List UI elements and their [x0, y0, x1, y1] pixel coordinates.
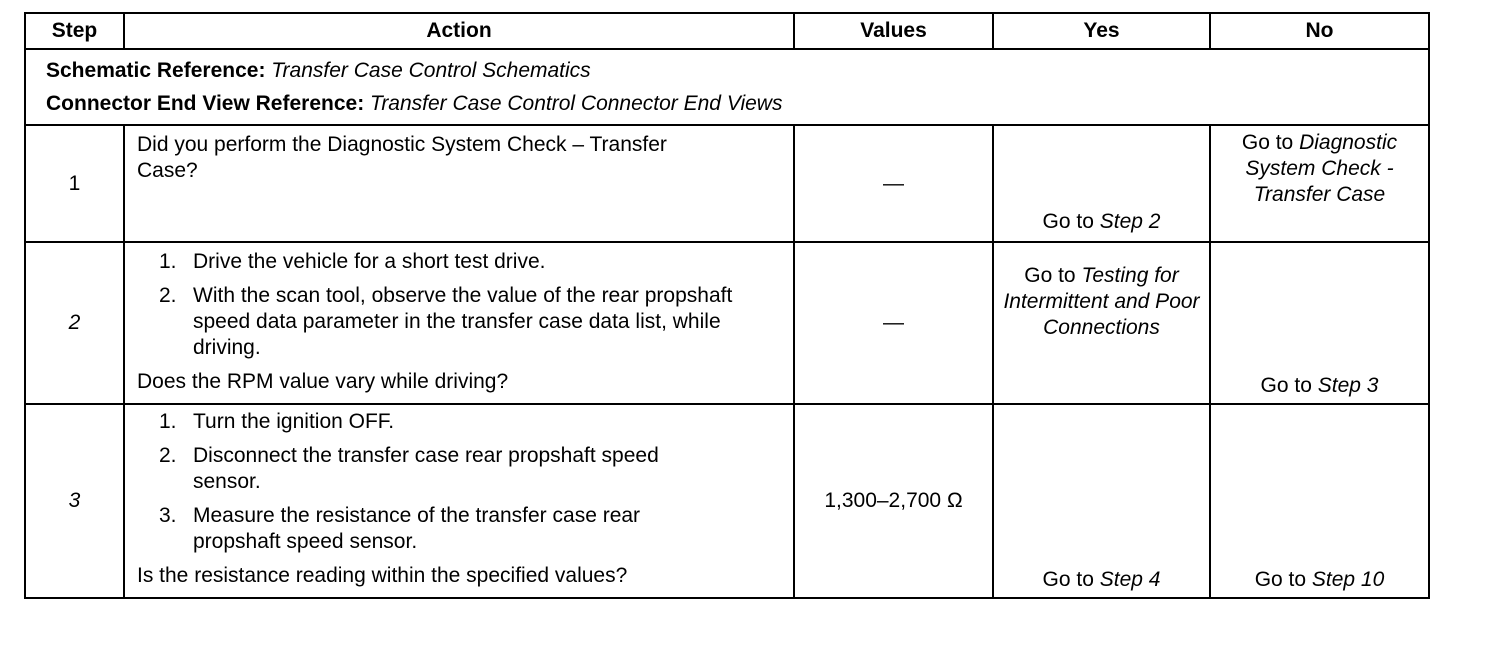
substep: 1. Turn the ignition OFF. — [159, 410, 395, 433]
no-cell — [1210, 404, 1429, 598]
no-result: Go to Diagnostic System Check - Transfer Case — [1241, 131, 1398, 206]
substep: 2. Disconnect the transfer case rear propshaft speed sensor. — [159, 444, 659, 493]
no-result: Go to Step 3 — [1260, 374, 1379, 397]
substep-list — [137, 249, 783, 361]
schematic-reference-link[interactable]: Transfer Case Control Schematics — [271, 59, 591, 82]
header-step: Step — [25, 13, 124, 49]
step-question: Does the RPM value vary while driving? — [137, 370, 509, 393]
substep: 1. Drive the vehicle for a short test drive. — [159, 250, 546, 273]
connector-reference-label: Connector End View Reference: — [46, 92, 365, 115]
yes-result: Go to Step 2 — [1042, 210, 1161, 233]
yes-cell — [993, 125, 1210, 242]
header-action: Action — [124, 13, 794, 49]
value-cell: — — [794, 242, 993, 404]
step-row-3 — [25, 404, 1429, 598]
value-cell: — — [794, 125, 993, 242]
step-row-2 — [25, 242, 1429, 404]
diagnostic-table — [24, 12, 1430, 599]
action-cell — [124, 242, 794, 404]
no-cell — [1210, 242, 1429, 404]
yes-cell — [993, 404, 1210, 598]
action-cell — [124, 125, 794, 242]
schematic-reference — [46, 54, 1428, 87]
no-link[interactable]: Diagnostic System Check - Transfer Case — [1245, 131, 1398, 206]
header-values: Values — [794, 13, 993, 49]
step-number: 2 — [25, 242, 124, 404]
substep: 2. With the scan tool, observe the value of the rear propshaft speed data parameter in the transfer case data list, while driving. — [159, 284, 733, 359]
substep: 3. Measure the resistance of the transfer case rear propshaft speed sensor. — [159, 504, 641, 553]
header-no: No — [1210, 13, 1429, 49]
step-question: Is the resistance reading within the specified values? — [137, 564, 628, 587]
schematic-reference-label: Schematic Reference: — [46, 59, 266, 82]
no-result: Go to Step 10 — [1254, 568, 1385, 591]
yes-result: Go to Step 4 — [1042, 568, 1161, 591]
connector-reference — [46, 87, 1428, 120]
header-yes: Yes — [993, 13, 1210, 49]
reference-row — [25, 49, 1429, 125]
value-cell: 1,300–2,700 Ω — [794, 404, 993, 598]
step-number: 3 — [25, 404, 124, 598]
header-row — [25, 13, 1429, 49]
action-cell — [124, 404, 794, 598]
yes-link[interactable]: Testing for Intermittent and Poor Connections — [1003, 264, 1200, 339]
step-number: 1 — [25, 125, 124, 242]
no-link[interactable]: Step 3 — [1317, 374, 1379, 397]
no-cell — [1210, 125, 1429, 242]
no-link[interactable]: Step 10 — [1311, 568, 1385, 591]
yes-cell — [993, 242, 1210, 404]
reference-cell — [25, 49, 1429, 125]
substep-list — [137, 409, 783, 555]
connector-reference-link[interactable]: Transfer Case Control Connector End Views — [370, 92, 783, 115]
yes-link[interactable]: Step 4 — [1099, 568, 1161, 591]
yes-link[interactable]: Step 2 — [1099, 210, 1161, 233]
action-text: Did you perform the Diagnostic System Check – Transfer Case? — [137, 133, 667, 182]
step-row-1 — [25, 125, 1429, 242]
yes-result: Go to Testing for Intermittent and Poor Connections — [1003, 264, 1200, 339]
